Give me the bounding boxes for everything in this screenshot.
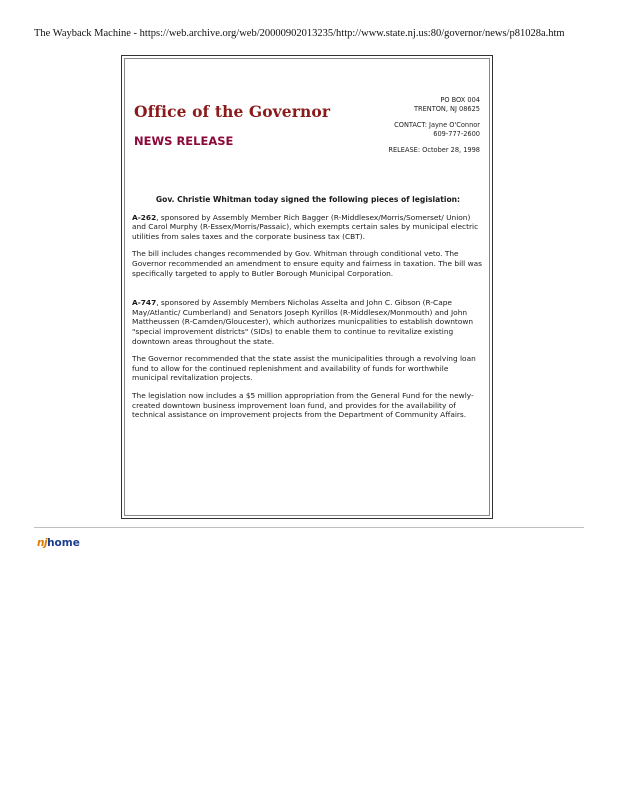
bill-a747-id: A-747 — [132, 298, 157, 308]
bill-a747-text: , sponsored by Assembly Members Nicholas Asselta and John C. Gibson (R-Cape May/Atlantic/ Cumberland) and Senators Joseph Kyrillos (R-Middlesex/Monmouth) and John Mattheussen (R-Camden/Gloucester), which authorizes municpalities to establish downtown "special improvement districts" (SIDs) to enable them to continue to revitalize existing downtown areas throughout the state. — [132, 298, 474, 346]
contact-name: CONTACT: Jayne O'Connor — [394, 121, 480, 130]
office-of-the-governor-title: Office of the Governor — [134, 102, 331, 121]
legislation-headline: Gov. Christie Whitman today signed the following pieces of legislation: — [155, 195, 461, 204]
bill-a262-text: , sponsored by Assembly Member Rich Bagger (R-Middlesex/Morris/Somerset/ Union) and Carol Murphy (R-Essex/Morris/Passaic), which exempts certain sales by municipal electric utilities from sales taxes and the corporate business tax (CBT). — [132, 212, 479, 241]
city-zip: TRENTON, NJ 08625 — [414, 104, 480, 113]
release-body — [132, 195, 484, 428]
footer-divider — [34, 527, 584, 528]
bill-a262-paragraph — [132, 213, 484, 242]
bill-a747-loan-paragraph: The Governor recommended that the state assist the municipalities through a revolving loan fund to allow for the continued replenishment and availability of funds for worthwhile municipal revitalization projects. — [132, 354, 476, 383]
release-header — [134, 96, 480, 172]
bill-a262-id: A-262 — [132, 212, 157, 222]
nj-logo-text: nj — [37, 537, 48, 549]
news-release-document — [121, 55, 493, 519]
nj-home-link[interactable] — [37, 537, 80, 549]
bill-a747-appropriation-paragraph: The legislation now includes a $5 million appropriation from the General Fund for the newly-created downtown business improvement loan fund, and provides for the availability of technical assistance on improvement projects from the Department of Community Affairs. — [132, 390, 474, 420]
news-release-heading: NEWS RELEASE — [134, 134, 234, 148]
release-date: RELEASE: October 28, 1998 — [388, 146, 480, 155]
po-box: PO BOX 004 — [440, 96, 480, 104]
bill-a262-veto-paragraph: The bill includes changes recommended by Gov. Whitman through conditional veto. The Governor recommended an amendment to ensure equity and fairness in taxation. The bill was specifically targeted to apply to Butler Borough Municipal Corporation. — [132, 249, 483, 278]
contact-phone: 609-777-2600 — [433, 129, 480, 138]
home-logo-text: home — [47, 537, 80, 549]
bill-a747-paragraph — [132, 298, 484, 346]
contact-block — [388, 96, 480, 155]
archive-page-title: The Wayback Machine - https://web.archive.org/web/20000902013235/http://www.state.nj.us:80/governor/news/p81028a.htm — [34, 28, 565, 39]
